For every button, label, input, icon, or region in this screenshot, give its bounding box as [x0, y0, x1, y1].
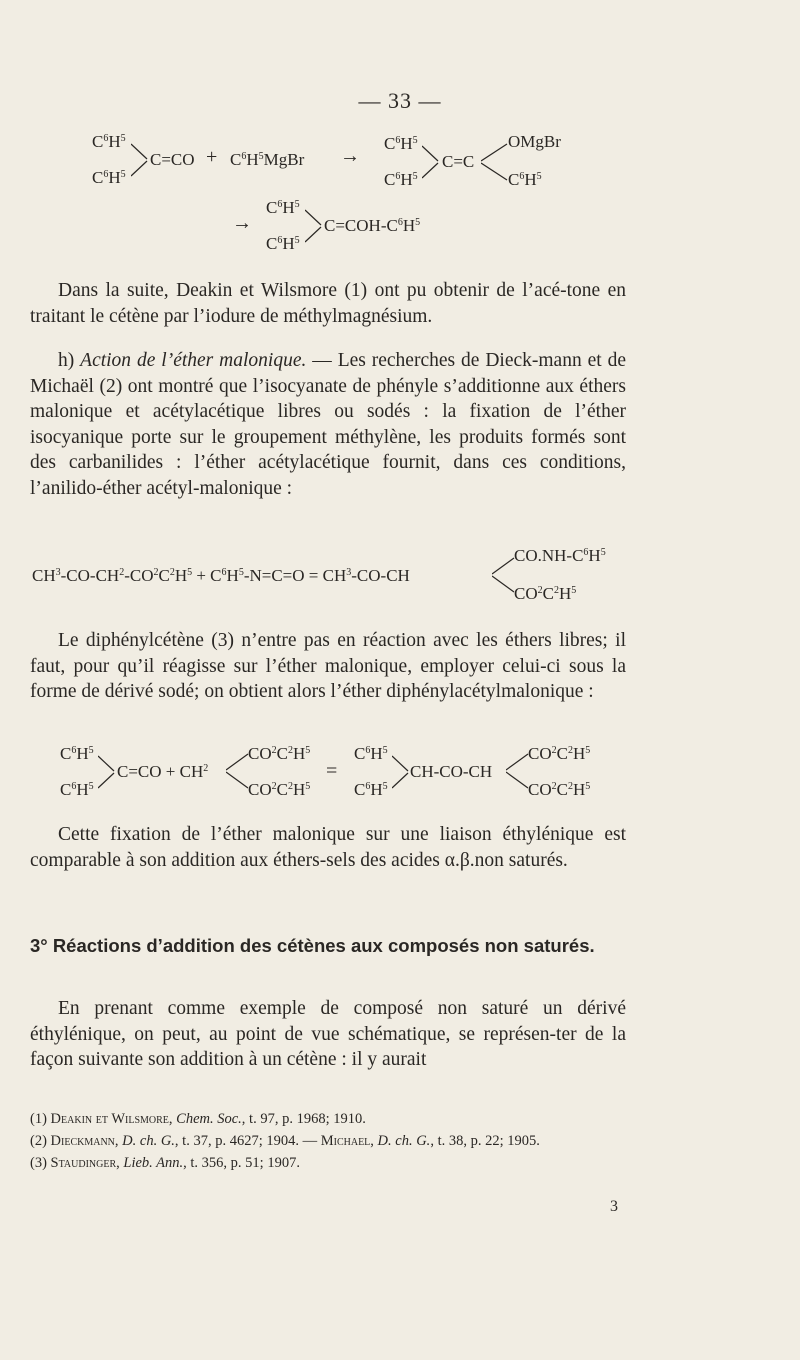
footnote-author: Michael	[320, 1133, 371, 1149]
formula-enolate-core: C=C	[442, 152, 475, 171]
footnote-author: Deakin et Wilsmore	[50, 1111, 169, 1127]
paragraph-text: Dans la suite, Deakin et Wilsmore (1) ont pu obtenir de l’acé-tone en traitant le cétène par l’iodure de méthylmagnésium.	[30, 280, 626, 327]
section-label: h)	[58, 350, 81, 371]
section-title: Action de l’éther malonique.	[80, 350, 307, 371]
paragraph-ethylenic	[30, 996, 626, 1073]
formula-ketene-core: C=CO	[150, 150, 195, 169]
formula-phenyl: $C^6H^5$	[384, 170, 418, 189]
formula-phenyl: $C^6H^5$	[508, 170, 542, 189]
footnote-journal: Chem. Soc.	[176, 1111, 242, 1127]
formula-substituent: $CO^2C^2H^5$	[514, 584, 577, 603]
footnote-author: Staudinger	[50, 1155, 117, 1171]
formula-ester: $CO^2C^2H^5$	[248, 780, 311, 799]
formula-ester: $CO^2C^2H^5$	[528, 780, 591, 799]
bond-lines	[481, 142, 511, 182]
page-folio: — 33 —	[358, 88, 442, 113]
footnote: (1) Deakin et Wilsmore, Chem. Soc., t. 97, p. 1968; 1910.	[30, 1111, 366, 1127]
paragraph-ether-malonique	[30, 348, 626, 502]
paragraph-text	[30, 348, 626, 502]
paragraph-comparison	[30, 822, 626, 873]
formula-phenyl: $C^6H^5$	[60, 780, 94, 799]
formula-substituent: $CO.NH-C^6H^5$	[514, 546, 606, 565]
footnote-journal: D. ch. G.	[377, 1133, 431, 1149]
bond-lines	[305, 208, 325, 244]
footnote-journal: Lieb. Ann.	[123, 1155, 184, 1171]
footnote-journal: D. ch. G.	[122, 1133, 175, 1149]
formula-reagent: $C^6H^5MgBr$	[230, 150, 305, 169]
formula-phenyl: $C^6H^5$	[60, 744, 94, 763]
paragraph-text: En prenant comme exemple de composé non saturé un dérivé éthylénique, on peut, au point de vue schématique, se représen-ter de la façon suivante son addition à un cétène : il y aurait	[30, 998, 626, 1071]
equals-sign: =	[326, 760, 338, 782]
reaction-arrow: →	[232, 212, 252, 234]
formula-phenyl: $C^6H^5$	[92, 168, 126, 187]
section-heading: 3° Réactions d’addition des cétènes aux composés non saturés.	[30, 935, 595, 956]
bond-lines	[392, 754, 412, 790]
paragraph-text: Cette fixation de l’éther malonique sur une liaison éthylénique est comparable à son addition aux éthers-sels des acides α.β.non saturés.	[30, 824, 626, 871]
reaction-arrow: →	[340, 145, 360, 167]
formula-phenyl: $C^6H^5$	[384, 134, 418, 153]
formula-reactants-core: $C=CO + CH^2$	[117, 762, 209, 781]
paragraph-body: — Les recherches de Dieck-mann et de Michaël (2) ont montré que l’isocyanate de phényle s’additionne aux éthers malonique et acétylacétique libres ou sodés : la fixation de l’éther isocyanique porte sur le groupement méthylène, les produits formés sont des carbanilides : l’éther acétylacétique fournit, dans ces conditions, l’anilido-éther acétyl-malonique :	[30, 350, 627, 499]
footnote: (3) Staudinger, Lieb. Ann., t. 356, p. 51; 1907.	[30, 1155, 300, 1171]
paragraph-deakin	[30, 278, 626, 329]
formula-left-side: $CH^3-CO-CH^2-CO^2C^2H^5 + C^6H^5-N=C=O = CH^3-CO-CH$	[32, 566, 410, 585]
footnotes	[30, 1108, 626, 1174]
formula-phenyl: $C^6H^5$	[354, 744, 388, 763]
footnote: (2) Dieckmann, D. ch. G., t. 37, p. 4627; 1904. — Michael, D. ch. G., t. 38, p. 22; 1905.	[30, 1133, 540, 1149]
footnote-author: Dieckmann	[50, 1133, 115, 1149]
paragraph-text: Le diphénylcétène (3) n’entre pas en réaction avec les éthers libres; il faut, pour qu’il réagisse sur l’éther malonique, employer celui-ci sous la forme de dérivé sodé; on obtient alors l’éther diphénylacétylmalonique :	[30, 630, 626, 703]
formula-phenyl: $C^6H^5$	[92, 132, 126, 151]
plus-sign: +	[206, 146, 218, 168]
formula-omgbr: OMgBr	[508, 132, 561, 151]
formula-ester: $CO^2C^2H^5$	[248, 744, 311, 763]
formula-ester: $CO^2C^2H^5$	[528, 744, 591, 763]
bond-lines	[422, 144, 442, 180]
bond-lines	[131, 142, 151, 178]
formula-enol-core: $C=COH-C^6H^5$	[324, 216, 421, 235]
formula-phenyl: $C^6H^5$	[266, 198, 300, 217]
formula-product-core: CH-CO-CH	[410, 762, 493, 781]
formula-phenyl: $C^6H^5$	[354, 780, 388, 799]
paragraph-diphenylcetene	[30, 628, 626, 705]
page-number: 3	[610, 1198, 618, 1215]
bond-lines	[98, 754, 118, 790]
formula-phenyl: $C^6H^5$	[266, 234, 300, 253]
